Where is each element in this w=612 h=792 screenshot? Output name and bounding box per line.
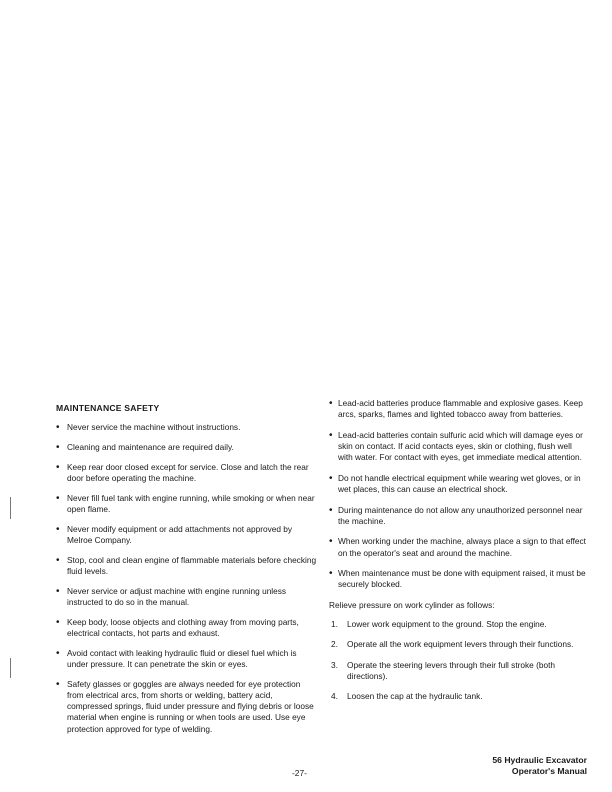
step-number: 1.: [331, 619, 338, 630]
step-text: Loosen the cap at the hydraulic tank.: [347, 691, 483, 701]
step-number: 4.: [331, 691, 338, 701]
manual-title-line-2: Operator's Manual: [511, 765, 587, 776]
right-column: [329, 398, 587, 711]
step-item: [329, 639, 587, 650]
bullet-item: • Never service or adjust machine with engine running unless instructed to do so in the manual.: [56, 586, 318, 608]
bullet-item: • Lead-acid batteries contain sulfuric acid which will damage eyes or skin on contact. If acid contacts eyes, skin or clothing, flush well with water. For contact with eyes, get immediate medical attention.: [329, 430, 587, 464]
scan-mark-upper: [10, 497, 11, 519]
bullet-item: • When working under the machine, always place a sign to that effect on the operator's seat and around the machine.: [329, 536, 587, 558]
pressure-relief-intro: Relieve pressure on work cylinder as follows:: [329, 599, 495, 610]
section-title: MAINTENANCE SAFETY: [56, 403, 160, 413]
step-number: 2.: [331, 639, 338, 650]
bullet-item: • Do not handle electrical equipment while wearing wet gloves, or in wet places, this can cause an electrical shock.: [329, 473, 587, 495]
step-number: 3.: [331, 659, 338, 670]
bullet-item: • Stop, cool and clean engine of flammable materials before checking fluid levels.: [56, 555, 318, 577]
bullet-item: • Keep rear door closed except for service. Close and latch the rear door before operating the machine.: [56, 462, 318, 484]
bullet-item: • Cleaning and maintenance are required daily.: [56, 442, 318, 453]
step-item: [329, 619, 587, 630]
step-item: [329, 691, 587, 702]
bullet-item: • Lead-acid batteries produce flammable and explosive gases. Keep arcs, sparks, flames and lighted tobacco away from batteries.: [329, 398, 587, 420]
bullet-item: • Never modify equipment or add attachments not approved by Melroe Company.: [56, 524, 318, 546]
bullet-item: • Never fill fuel tank with engine running, while smoking or when near open flame.: [56, 493, 318, 515]
step-text: Lower work equipment to the ground. Stop the engine.: [347, 619, 547, 630]
bullet-item: • Avoid contact with leaking hydraulic fluid or diesel fuel which is under pressure. It can penetrate the skin or eyes.: [56, 648, 318, 670]
manual-title: [492, 755, 587, 776]
bullet-item: • Keep body, loose objects and clothing away from moving parts, electrical contacts, hot parts and exhaust.: [56, 617, 318, 639]
left-column: [56, 403, 318, 743]
bullet-item: • Never service the machine without instructions.: [56, 422, 318, 433]
pressure-relief-steps: [329, 619, 587, 702]
scan-mark-lower: [10, 658, 11, 678]
step-text: Operate the steering levers through their full stroke (both directions).: [347, 659, 555, 681]
left-bullet-list: [56, 422, 318, 735]
step-text: Operate all the work equipment levers through their functions.: [347, 639, 574, 650]
bullet-item: • When maintenance must be done with equipment raised, it must be securely blocked.: [329, 568, 587, 590]
bullet-item: • Safety glasses or goggles are always needed for eye protection from electrical arcs, from shorts or welding, battery acid, compressed springs, fluid under pressure and flying debris or loose material when engine is running or when tools are used. Use eye protection approved for type of welding.: [56, 679, 318, 735]
step-item: [329, 660, 587, 682]
page-number: -27-: [292, 768, 307, 778]
right-bullet-list: [329, 398, 587, 591]
manual-title-line-1: 56 Hydraulic Excavator: [492, 755, 587, 765]
bullet-item: • During maintenance do not allow any unauthorized personnel near the machine.: [329, 505, 587, 527]
